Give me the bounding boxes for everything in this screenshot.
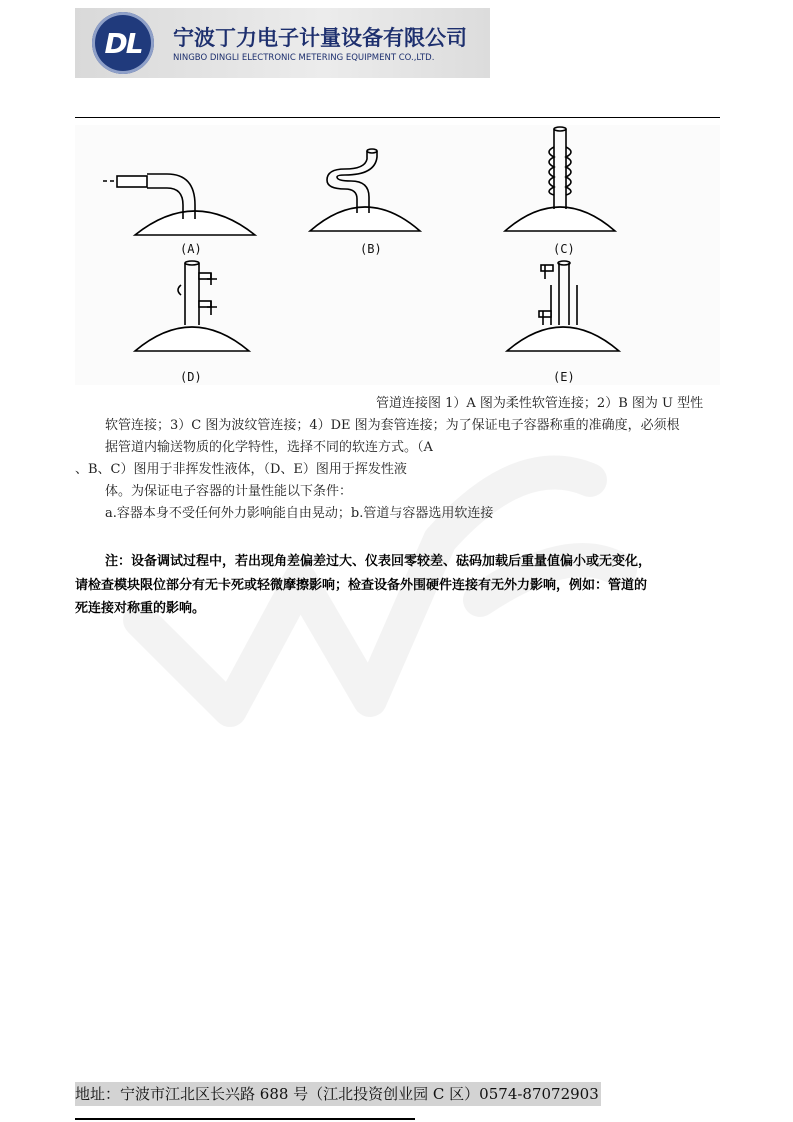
body-line-1: 管道连接图 1）A 图为柔性软管连接；2）B 图为 U 型性	[376, 396, 704, 411]
diagram-c	[505, 127, 615, 231]
figure-label-e: (E)	[553, 370, 575, 384]
figure-label-d: (D)	[180, 370, 202, 384]
diagram-e	[507, 261, 619, 351]
figure-label-c: (C)	[553, 242, 575, 256]
body-line-2: 软管连接；3）C 图为波纹管连接；4）DE 图为套管连接；为了保证电子容器称重的准确度，必须根	[105, 418, 680, 433]
note-line-2: 请检查模块限位部分有无卡死或轻微摩擦影响；检查设备外围硬件连接有无外力影响，例如：管道的	[75, 578, 648, 593]
figure-label-b: (B)	[360, 242, 382, 256]
header-divider	[75, 117, 720, 118]
footer-address: 地址：宁波市江北区长兴路 688 号（江北投资创业园 C 区）0574-87072903	[75, 1082, 601, 1106]
note-line-1: 注：设备调试过程中，若出现角差偏差过大、仪表回零较差、砝码加载后重量值偏小或无变化，	[105, 554, 652, 569]
pipe-connection-figure	[75, 125, 720, 385]
company-logo	[92, 12, 154, 74]
company-name-cn: 宁波丁力电子计量设备有限公司	[173, 26, 467, 50]
body-line-4: 、B、C）图用于非挥发性液体，（D、E）图用于挥发性液	[75, 462, 407, 477]
body-line-5: 体。为保证电子容器的计量性能以下条件：	[105, 484, 353, 499]
diagram-a	[103, 174, 255, 235]
body-line-3: 据管道内输送物质的化学特性，选择不同的软连方式。（A	[105, 440, 433, 455]
logo-text: DL	[104, 27, 142, 60]
figure-label-a: (A)	[180, 242, 202, 256]
company-name-en: NINGBO DINGLI ELECTRONIC METERING EQUIPMENT CO.,LTD.	[173, 53, 435, 63]
body-line-6: a.容器本身不受任何外力影响能自由晃动；b.管道与容器选用软连接	[105, 506, 494, 521]
diagram-d	[135, 261, 249, 351]
footer-divider	[75, 1118, 415, 1120]
diagram-b	[310, 149, 420, 231]
note-line-3: 死连接对称重的影响。	[75, 601, 206, 616]
